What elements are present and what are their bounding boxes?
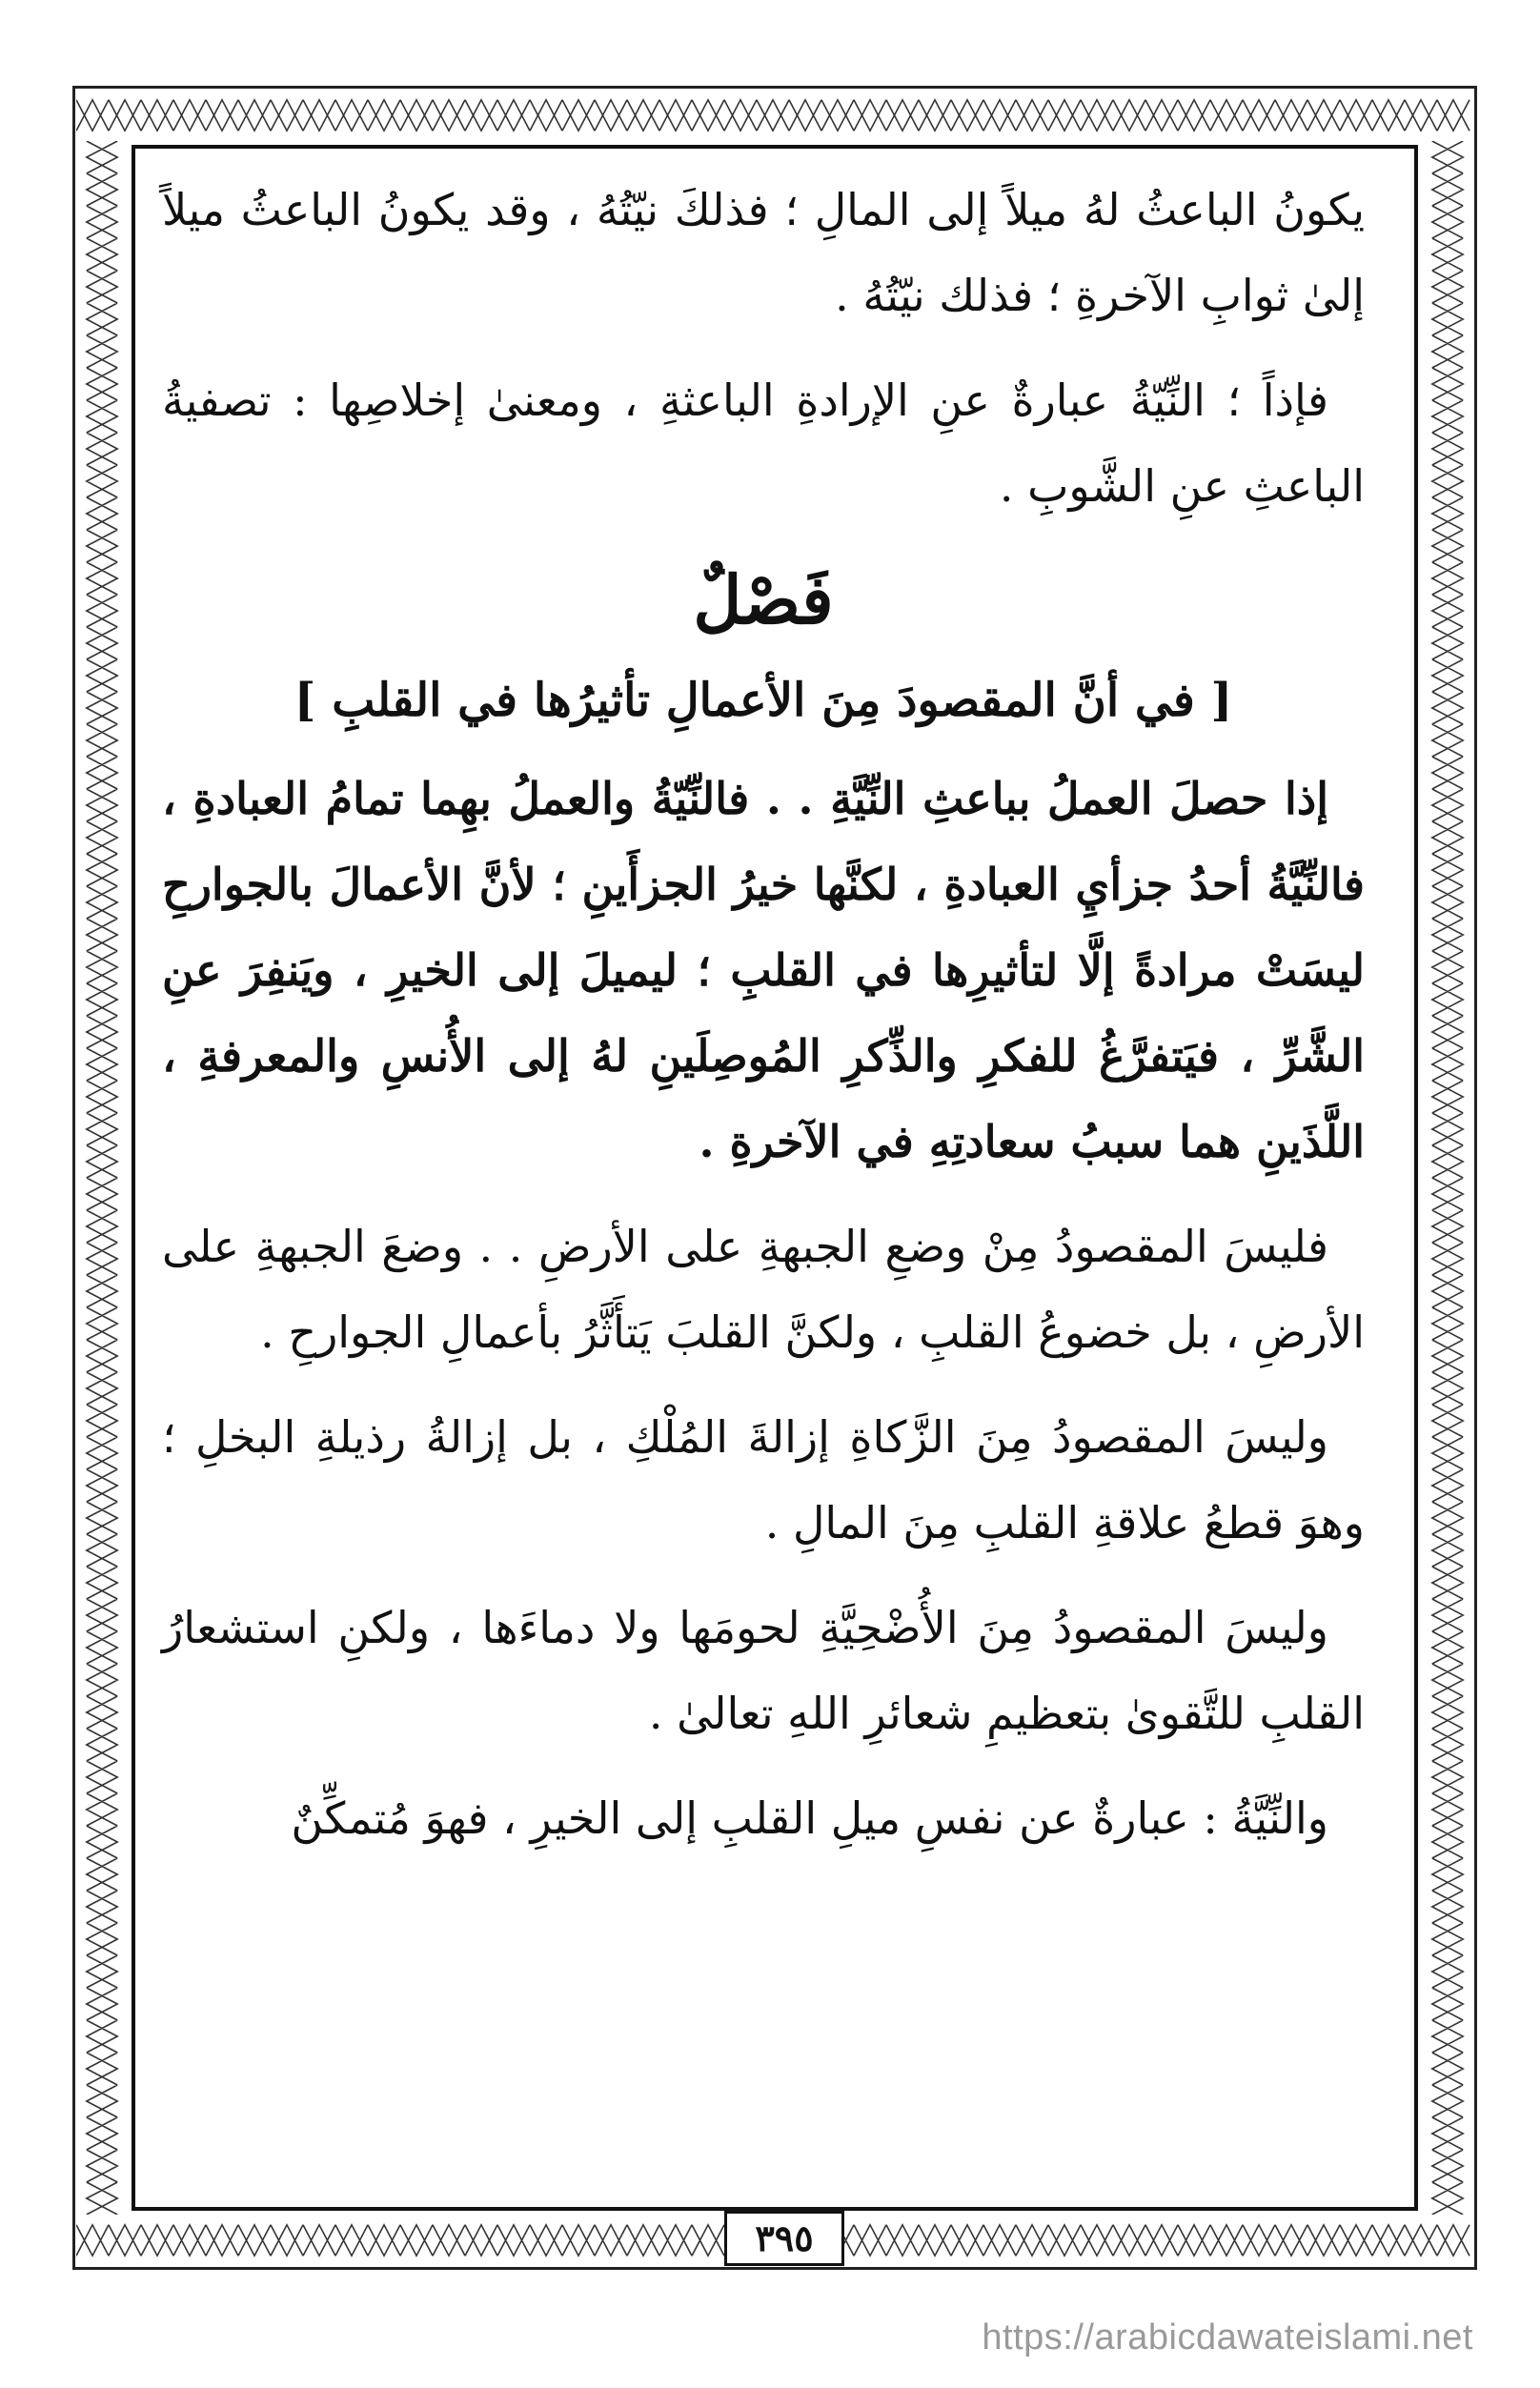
body-paragraph-4: وليسَ المقصودُ مِنَ الأُضْحِيَّةِ لحومَها ولا دماءَها ، ولكنِ استشعارُ القلبِ للتَّقوىٰ بتعظيمِ شعائرِ اللهِ تعالىٰ . <box>162 1602 1365 1739</box>
body-paragraph-5: والنِّيَّةُ : عبارةٌ عن نفسِ ميلِ القلبِ إلى الخيرِ ، فهوَ مُتمكِّنٌ <box>291 1792 1328 1844</box>
watermark-url[interactable]: https://arabicdawateislami.net <box>982 2317 1473 2358</box>
ornament-top <box>76 90 1473 141</box>
ornament-zigzag <box>87 141 117 2215</box>
paragraph-2: فإذاً ؛ النِّيّةُ عبارةٌ عنِ الإرادةِ الباعثةِ ، ومعنىٰ إخلاصِها : تصفيةُ الباعثِ عنِ الشَّوبِ . <box>162 374 1365 512</box>
page-number: ٣٩٥ <box>724 2211 844 2266</box>
ornament-right <box>1422 141 1473 2215</box>
body-paragraph-1: إذا حصلَ العملُ بباعثِ النِّيَّةِ . . فالنِّيّةُ والعملُ بهِما تمامُ العبادةِ ، فالنِّيَّةُ أحدُ جزأيِ العبادةِ ، لكنَّها خيرُ الجزأَينِ ؛ لأنَّ الأعمالَ بالجوارحِ ليسَتْ مرادةً إلَّا لتأثيرِها في القلبِ ؛ ليميلَ إلى الخيرِ ، ويَنفِرَ عنِ الشَّرِّ ، فيَتفرَّغُ للفكرِ والذِّكرِ المُوصِلَينِ لهُ إلى الأُنسِ والمعرفةِ ، اللَّذَينِ هما سببُ سعادتِهِ في الآخرةِ . <box>162 773 1365 1167</box>
ornament-zigzag <box>1432 141 1463 2215</box>
paragraph-1: يكونُ الباعثُ لهُ ميلاً إلى المالِ ؛ فذلكَ نيّتُهُ ، وقد يكونُ الباعثُ ميلاً إلىٰ ثوابِ الآخرةِ ؛ فذلك نيّتُهُ . <box>162 184 1365 321</box>
page-content <box>162 167 1365 2177</box>
body-paragraph-2: فليسَ المقصودُ مِنْ وضعِ الجبهةِ على الأرضِ . . وضعَ الجبهةِ على الأرضِ ، بل خضوعُ القلبِ ، ولكنَّ القلبَ يَتأَثَّرُ بأعمالِ الجوارحِ . <box>162 1221 1365 1358</box>
section-heading-fasl: فَصْلٌ <box>693 560 834 639</box>
section-subheading: [ في أنَّ المقصودَ مِنَ الأعمالِ تأثيرُها في القلبِ ] <box>294 674 1233 727</box>
body-paragraph-3: وليسَ المقصودُ مِنَ الزَّكاةِ إزالةَ المُلْكِ ، بل إزالةُ رذيلةِ البخلِ ؛ وهوَ قطعُ علاقةِ القلبِ مِنَ المالِ . <box>162 1411 1365 1548</box>
ornament-zigzag <box>76 100 1469 131</box>
ornament-left <box>76 141 128 2215</box>
